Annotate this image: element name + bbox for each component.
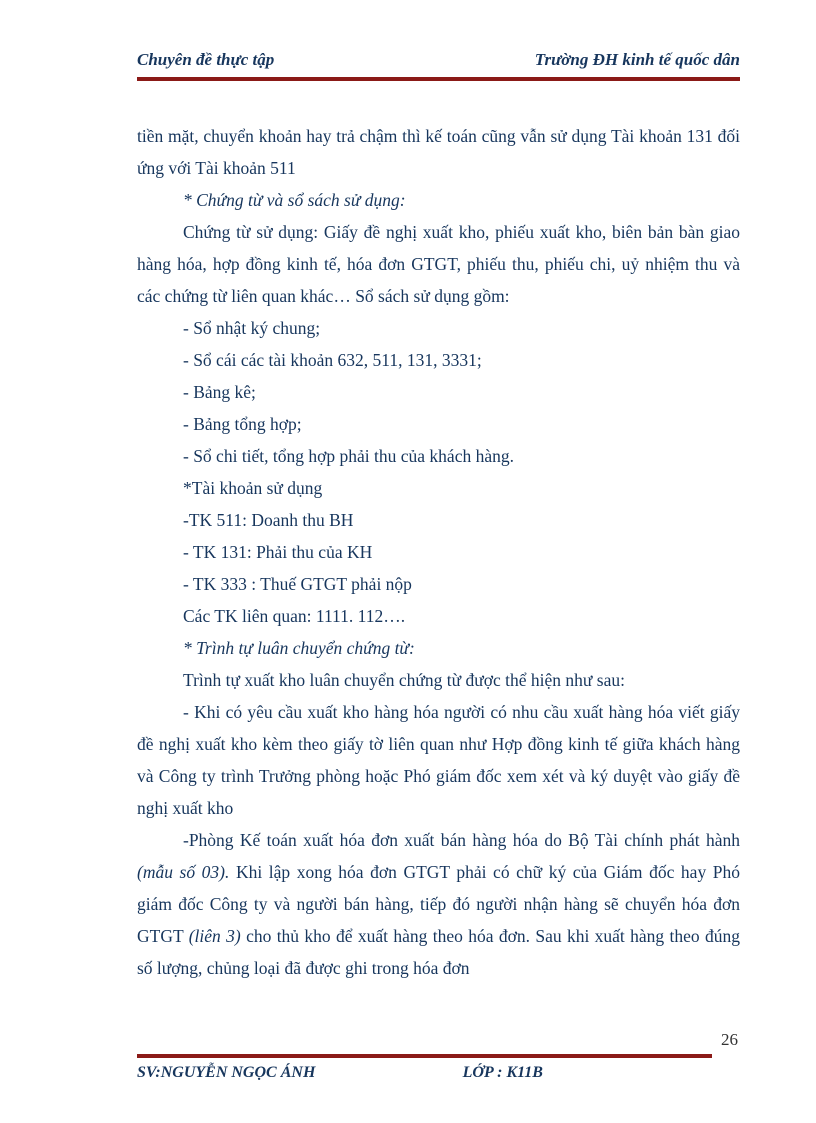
text-run: Trình tự xuất kho luân chuyển chứng từ được thể hiện như sau:: [183, 670, 625, 690]
footer-class-name: LỚP : K11B: [462, 1064, 543, 1081]
text-run: *Tài khoản sử dụng: [183, 478, 323, 498]
text-run: Các TK liên quan: 1111. 112….: [183, 606, 406, 626]
italic-text-run: * Trình tự luân chuyển chứng từ:: [183, 638, 415, 658]
italic-text-run: * Chứng từ và sổ sách sử dụng:: [183, 190, 406, 210]
paragraph: [137, 344, 740, 376]
header-row: [137, 50, 740, 70]
text-run: cho thủ kho để xuất hàng theo hóa đơn. Sau khi xuất hàng theo đúng số lượng, chủng loại đã được ghi trong hóa đơn: [137, 926, 740, 978]
text-run: - TK 333 : Thuế GTGT phải nộp: [183, 574, 412, 594]
paragraph: [137, 376, 740, 408]
header-right-title: Trường ĐH kinh tế quốc dân: [534, 50, 740, 69]
text-run: -TK 511: Doanh thu BH: [183, 510, 354, 530]
footer-student-name: SV:NGUYỄN NGỌC ÁNH: [137, 1064, 316, 1081]
document-body: [137, 120, 740, 984]
page-footer: [137, 1030, 740, 1082]
paragraph: [137, 696, 740, 824]
paragraph: [137, 312, 740, 344]
paragraph: [137, 504, 740, 536]
paragraph: [137, 408, 740, 440]
footer-rule: [137, 1054, 712, 1058]
text-run: - Bảng kê;: [183, 382, 256, 402]
paragraph: [137, 568, 740, 600]
paragraph: [137, 664, 740, 696]
text-run: - Sổ chi tiết, tổng hợp phải thu của khách hàng.: [183, 446, 514, 466]
paragraph: [137, 440, 740, 472]
text-run: tiền mặt, chuyển khoản hay trả chậm thì kế toán cũng vẫn sử dụng Tài khoản 131 đối ứng với Tài khoản 511: [137, 126, 740, 178]
paragraph: [137, 632, 740, 664]
paragraph: [137, 600, 740, 632]
paragraph: [137, 184, 740, 216]
paragraph: [137, 472, 740, 504]
page-number: 26: [721, 1030, 738, 1049]
text-run: - Sổ nhật ký chung;: [183, 318, 321, 338]
paragraph: [137, 120, 740, 184]
header-rule: [137, 77, 740, 81]
text-run: -Phòng Kế toán xuất hóa đơn xuất bán hàng hóa do Bộ Tài chính phát hành: [183, 830, 740, 850]
text-run: - TK 131: Phải thu của KH: [183, 542, 373, 562]
text-run: - Sổ cái các tài khoản 632, 511, 131, 3331;: [183, 350, 482, 370]
footer-row: [137, 1064, 740, 1082]
italic-text-run: (mẫu số 03).: [137, 862, 230, 882]
text-run: - Bảng tổng hợp;: [183, 414, 302, 434]
paragraph: [137, 824, 740, 984]
header-left-title: Chuyên đề thực tập: [137, 50, 275, 69]
text-run: Chứng từ sử dụng: Giấy đề nghị xuất kho, phiếu xuất kho, biên bản bàn giao hàng hóa, hợp đồng kinh tế, hóa đơn GTGT, phiếu thu, phiếu chi, uỷ nhiệm thu và các chứng từ liên quan khác… Sổ sách sử dụng gồm:: [137, 222, 740, 306]
italic-text-run: (liên 3): [188, 926, 241, 946]
paragraph: [137, 216, 740, 312]
paragraph: [137, 536, 740, 568]
text-run: - Khi có yêu cầu xuất kho hàng hóa người có nhu cầu xuất hàng hóa viết giấy đề nghị xuất kho kèm theo giấy tờ liên quan như Hợp đồng kinh tế giữa khách hàng và Công ty trình Trưởng phòng hoặc Phó giám đốc xem xét và ký duyệt vào giấy đề nghị xuất kho: [137, 702, 740, 818]
page-header: [137, 50, 740, 81]
text-run: Khi lập xong hóa đơn GTGT phải có chữ ký của Giám đốc hay Phó giám đốc Công ty và người bán hàng, tiếp đó người nhận hàng sẽ chuyển hóa đơn GTGT: [137, 862, 740, 946]
